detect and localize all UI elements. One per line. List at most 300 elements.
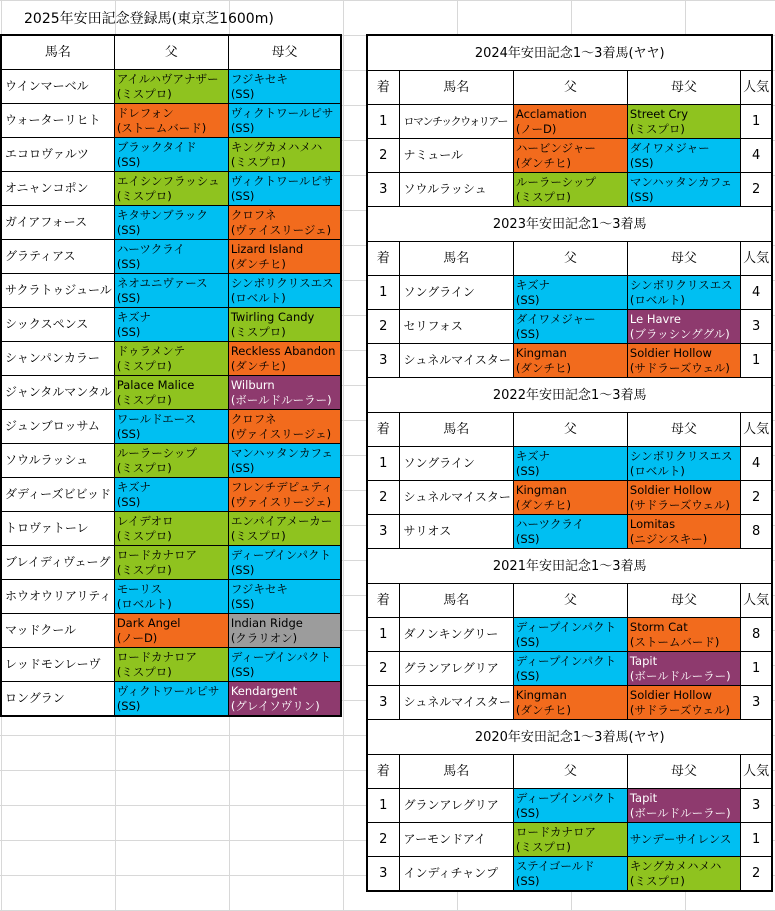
horse-name: ソングライン [399,276,513,310]
pedigree-sire-name: エンパイアメーカー [230,513,333,528]
table-row [1,206,341,240]
pedigree-sire-name: Lizard Island [230,241,304,256]
sire-cell [114,308,228,342]
dam-sire-cell [228,274,341,308]
pedigree-sire-name: ダイワメジャー [515,311,596,326]
pedigree-line: (ミスプロ) [116,528,172,543]
pedigree-sire-name: ディープインパクト [515,653,617,668]
dam-sire-cell [627,789,740,823]
dam-sire-cell [228,172,341,206]
header-rank: 着 [367,242,399,276]
pedigree-text [231,310,339,340]
pedigree-text [117,446,226,476]
pedigree-sire-name: フジキセキ [230,71,288,86]
dam-sire-cell [228,614,341,648]
pedigree-text [117,616,226,646]
pedigree-text [516,175,625,205]
table-row [367,686,772,720]
popularity: 3 [740,686,772,720]
sire-cell [114,172,228,206]
pedigree-sire-name: ハーツクライ [515,516,584,531]
pedigree-line: (SS) [230,562,255,577]
pedigree-line: (ミスプロ) [629,121,685,136]
pedigree-line: (ヴァイスリージェ) [230,426,332,441]
pedigree-text [516,278,625,308]
horse-name: ソングライン [399,447,513,481]
horse-name: ダディーズビビッド [1,478,114,512]
table-row [1,682,341,717]
pedigree-text [630,620,738,650]
sire-cell [513,789,627,823]
table-row [1,444,341,478]
header-rank: 着 [367,413,399,447]
pedigree-sire-name: Lomitas [629,516,676,531]
pedigree-text [630,346,738,376]
pedigree-text [516,791,625,821]
pedigree-line: (SS) [116,494,141,509]
pedigree-text [231,72,339,102]
pedigree-text [630,483,738,513]
pedigree-sire-name: ルーラーシップ [116,445,197,460]
horse-name: シャンパンカラー [1,342,114,376]
pedigree-text [231,412,339,442]
horse-name: ジャンタルマンタル [1,376,114,410]
pedigree-line: (ダンチヒ) [515,497,571,512]
pedigree-sire-name: Storm Cat [629,619,688,634]
pedigree-sire-name: Le Havre [629,311,681,326]
pedigree-sire-name: フジキセキ [230,581,288,596]
popularity: 8 [740,618,772,652]
pedigree-sire-name: ブラックタイド [116,139,197,154]
pedigree-text [231,378,339,408]
horse-name: サリオス [399,515,513,549]
pedigree-line: (ニジンスキー) [629,531,708,546]
pedigree-line: (ミスプロ) [116,86,172,101]
results-header-row [367,413,772,447]
table-row [367,310,772,344]
year-title-row [367,720,772,755]
pedigree-line: (ストームバード) [629,634,720,649]
dam-sire-cell [228,648,341,682]
pedigree-text [630,688,738,718]
pedigree-line: (ロベルト) [629,292,685,307]
pedigree-sire-name: ディープインパクト [515,790,617,805]
pedigree-sire-name: キングカメハメハ [230,139,323,154]
sire-cell [114,342,228,376]
dam-sire-cell [627,276,740,310]
pedigree-text [117,276,226,306]
pedigree-sire-name: エイシンフラッシュ [116,173,220,188]
pedigree-sire-name: サンデーサイレンス [629,832,732,846]
table-row [367,139,772,173]
sire-cell [513,276,627,310]
sire-cell [114,206,228,240]
pedigree-text [630,312,738,342]
sire-cell [513,652,627,686]
pedigree-line: (ボールドルーラー) [629,668,731,683]
dam-sire-cell [627,447,740,481]
header-dam-sire: 母父 [627,584,740,618]
pedigree-text [516,346,625,376]
pedigree-text [117,208,226,238]
pedigree-line: (ミスプロ) [230,324,286,339]
dam-sire-cell [228,512,341,546]
finish-rank: 1 [367,447,399,481]
pedigree-text [117,548,226,578]
finish-rank: 1 [367,789,399,823]
pedigree-text [516,141,625,171]
pedigree-line: (ロベルト) [230,290,286,305]
pedigree-text [231,582,339,612]
pedigree-sire-name: ハーツクライ [116,241,185,256]
pedigree-sire-name: ワールドエース [116,411,197,426]
pedigree-line: (ダンチヒ) [515,702,571,717]
table-row [367,652,772,686]
sire-cell [513,618,627,652]
pedigree-text [117,310,226,340]
pedigree-text [516,483,625,513]
table-row [1,546,341,580]
sire-cell [114,682,228,717]
year-title: 2020年安田記念1～3着馬(ヤヤ) [367,720,772,755]
finish-rank: 1 [367,105,399,139]
year-title-row [367,549,772,584]
pedigree-line: (サドラーズウェル) [629,702,730,717]
pedigree-line: (SS) [116,290,141,305]
pedigree-text [117,378,226,408]
pedigree-line: (ミスプロ) [116,562,172,577]
horse-name: ガイアフォース [1,206,114,240]
pedigree-line: (ミスプロ) [629,873,685,888]
horse-name: マッドクール [1,614,114,648]
pedigree-text [630,791,738,821]
pedigree-sire-name: Soldier Hollow [629,345,712,360]
dam-sire-cell [228,70,341,104]
popularity: 4 [740,276,772,310]
pedigree-sire-name: ハービンジャー [515,140,596,155]
pedigree-sire-name: キズナ [116,309,151,324]
popularity: 1 [740,344,772,378]
pedigree-sire-name: Palace Malice [116,377,195,392]
popularity: 2 [740,481,772,515]
header-dam-sire: 母父 [228,35,341,70]
pedigree-text [117,514,226,544]
table-row [367,857,772,892]
pedigree-line: (SS) [515,292,540,307]
results-header-row [367,755,772,789]
table-row [367,823,772,857]
finish-rank: 3 [367,686,399,720]
dam-sire-cell [228,478,341,512]
pedigree-sire-name: キズナ [515,448,550,463]
pedigree-text [630,107,738,137]
pedigree-text [630,859,738,889]
popularity: 4 [740,139,772,173]
pedigree-sire-name: Tapit [629,790,658,805]
popularity: 2 [740,857,772,892]
pedigree-line: (ミスプロ) [515,839,571,854]
year-title: 2024年安田記念1～3着馬(ヤヤ) [367,35,772,71]
popularity: 4 [740,447,772,481]
header-sire: 父 [513,242,627,276]
dam-sire-cell [627,344,740,378]
results-table [366,34,773,892]
table-row [367,173,772,207]
sire-cell [114,478,228,512]
pedigree-line: (SS) [230,460,255,475]
pedigree-line: (ノーD) [515,121,557,136]
horse-name: ウインマーベル [1,70,114,104]
sire-cell [513,173,627,207]
page-title: 2025年安田記念登録馬(東京芝1600m) [24,11,274,27]
header-horse-name: 馬名 [399,71,513,105]
pedigree-text [516,620,625,650]
finish-rank: 1 [367,618,399,652]
pedigree-sire-name: Kingman [515,482,567,497]
pedigree-sire-name: マンハッタンカフェ [230,445,333,460]
table-row [367,481,772,515]
pedigree-sire-name: キズナ [116,479,151,494]
finish-rank: 3 [367,515,399,549]
pedigree-sire-name: ヴィクトワールピサ [230,173,334,188]
header-horse-name: 馬名 [1,35,114,70]
table-row [367,344,772,378]
pedigree-sire-name: ロードカナロア [515,824,597,839]
header-dam-sire: 母父 [627,71,740,105]
pedigree-text [231,344,339,374]
dam-sire-cell [627,857,740,892]
pedigree-text [231,446,339,476]
pedigree-line: (ストームバード) [116,120,207,135]
pedigree-text [117,650,226,680]
table-row [1,274,341,308]
pedigree-sire-name: キズナ [515,277,550,292]
pedigree-sire-name: ロードカナロア [116,649,197,664]
pedigree-line: (SS) [515,634,540,649]
table-row [1,478,341,512]
header-rank: 着 [367,584,399,618]
popularity: 3 [740,789,772,823]
pedigree-sire-name: ディープインパクト [515,619,617,634]
dam-sire-cell [627,105,740,139]
pedigree-sire-name: シンボリクリスエス [230,275,334,290]
finish-rank: 2 [367,823,399,857]
pedigree-sire-name: Dark Angel [116,615,181,630]
pedigree-line: (ミスプロ) [116,392,172,407]
results-header-row [367,242,772,276]
header-sire: 父 [513,71,627,105]
sire-cell [513,344,627,378]
horse-name: エコロヴァルツ [1,138,114,172]
horse-name: シュネルマイスター [399,686,513,720]
horse-name: ジュンブロッサム [1,410,114,444]
pedigree-line: (SS) [515,873,540,888]
dam-sire-cell [228,138,341,172]
year-title-row [367,207,772,242]
sire-cell [114,376,228,410]
dam-sire-cell [228,206,341,240]
table-row [1,580,341,614]
pedigree-sire-name: Acclamation [515,106,587,121]
pedigree-line: (SS) [515,805,540,820]
pedigree-line: (ロベルト) [629,463,685,478]
pedigree-line: (クラリオン) [230,630,298,645]
pedigree-text [231,616,339,646]
header-horse-name: 馬名 [399,242,513,276]
pedigree-line: (ミスプロ) [230,528,286,543]
header-sire: 父 [114,35,228,70]
dam-sire-cell [228,580,341,614]
header-dam-sire: 母父 [627,755,740,789]
pedigree-text [231,650,339,680]
pedigree-text [231,140,339,170]
horse-name: トロヴァトーレ [1,512,114,546]
pedigree-sire-name: ドゥラメンテ [116,343,186,358]
horse-name: グランアレグリア [399,652,513,686]
pedigree-text [516,449,625,479]
pedigree-text [630,832,738,847]
header-popularity: 人気 [740,584,772,618]
pedigree-sire-name: Street Cry [629,106,689,121]
finish-rank: 2 [367,139,399,173]
sire-cell [114,580,228,614]
pedigree-line: (SS) [230,120,255,135]
pedigree-line: (SS) [116,324,141,339]
horse-name: シックスペンス [1,308,114,342]
pedigree-text [117,140,226,170]
dam-sire-cell [627,652,740,686]
pedigree-line: (ダンチヒ) [515,155,571,170]
sire-cell [114,512,228,546]
table-row [1,410,341,444]
dam-sire-cell [627,618,740,652]
pedigree-text [516,688,625,718]
header-popularity: 人気 [740,413,772,447]
header-horse-name: 馬名 [399,755,513,789]
pedigree-sire-name: Indian Ridge [230,615,303,630]
pedigree-line: (ダンチヒ) [230,256,286,271]
table-row [367,789,772,823]
dam-sire-cell [228,104,341,138]
finish-rank: 2 [367,310,399,344]
table-row [1,512,341,546]
pedigree-text [231,106,339,136]
horse-name: グランアレグリア [399,789,513,823]
pedigree-sire-name: モーリス [116,581,163,596]
pedigree-line: (ボールドルーラー) [629,805,731,820]
horse-name: インディチャンプ [399,857,513,892]
pedigree-line: (ロベルト) [116,596,172,611]
dam-sire-cell [627,139,740,173]
year-title-row [367,35,772,71]
dam-sire-cell [228,546,341,580]
table-row [1,342,341,376]
pedigree-line: (ブラッシンググル) [629,326,730,341]
table-row [367,515,772,549]
pedigree-line: (グレイソヴリン) [230,698,320,713]
horse-name: ナミュール [399,139,513,173]
dam-sire-cell [228,444,341,478]
sire-cell [114,70,228,104]
table-row [1,70,341,104]
pedigree-text [117,72,226,102]
dam-sire-cell [228,410,341,444]
sire-cell [114,444,228,478]
finish-rank: 1 [367,276,399,310]
sire-cell [513,481,627,515]
pedigree-text [117,480,226,510]
pedigree-text [630,175,738,205]
dam-sire-cell [627,515,740,549]
pedigree-line: (SS) [230,86,255,101]
pedigree-text [231,514,339,544]
pedigree-line: (ミスプロ) [515,189,571,204]
sire-cell [114,648,228,682]
header-horse-name: 馬名 [399,413,513,447]
pedigree-sire-name: ヴィクトワールピサ [116,683,220,698]
pedigree-sire-name: Soldier Hollow [629,687,712,702]
pedigree-line: (ノーD) [116,630,158,645]
horse-name: シュネルマイスター [399,481,513,515]
horse-name: グラティアス [1,240,114,274]
popularity: 2 [740,173,772,207]
year-title-row [367,378,772,413]
sire-cell [114,240,228,274]
pedigree-line: (SS) [629,155,654,170]
year-title: 2021年安田記念1～3着馬 [367,549,772,584]
sire-cell [114,138,228,172]
header-sire: 父 [513,755,627,789]
pedigree-text [516,859,625,889]
dam-sire-cell [627,310,740,344]
pedigree-line: (ヴァイスリージェ) [230,222,332,237]
pedigree-sire-name: ダイワメジャー [629,140,710,155]
sire-cell [114,614,228,648]
pedigree-text [516,107,625,137]
pedigree-sire-name: フレンチデピュティ [230,479,333,494]
pedigree-text [630,278,738,308]
dam-sire-cell [627,686,740,720]
sire-cell [114,274,228,308]
pedigree-text [516,825,625,855]
pedigree-text [516,654,625,684]
horse-name: サクラトゥジュール [1,274,114,308]
sire-cell [513,105,627,139]
sire-cell [114,546,228,580]
header-popularity: 人気 [740,71,772,105]
pedigree-sire-name: クロフネ [230,411,277,426]
popularity: 1 [740,823,772,857]
table-row [1,240,341,274]
pedigree-sire-name: シンボリクリスエス [629,277,733,292]
horse-name: アーモンドアイ [399,823,513,857]
pedigree-text [117,106,226,136]
pedigree-text [117,684,226,714]
pedigree-sire-name: クロフネ [230,207,277,222]
popularity: 8 [740,515,772,549]
table-row [1,308,341,342]
pedigree-sire-name: ステイゴールド [515,858,595,873]
pedigree-sire-name: ディープインパクト [230,547,331,562]
pedigree-text [630,517,738,547]
pedigree-line: (ミスプロ) [116,188,172,203]
pedigree-line: (SS) [116,154,141,169]
pedigree-line: (SS) [515,531,540,546]
header-dam-sire: 母父 [627,242,740,276]
dam-sire-cell [627,481,740,515]
horse-name: ウォーターリヒト [1,104,114,138]
pedigree-text [630,449,738,479]
